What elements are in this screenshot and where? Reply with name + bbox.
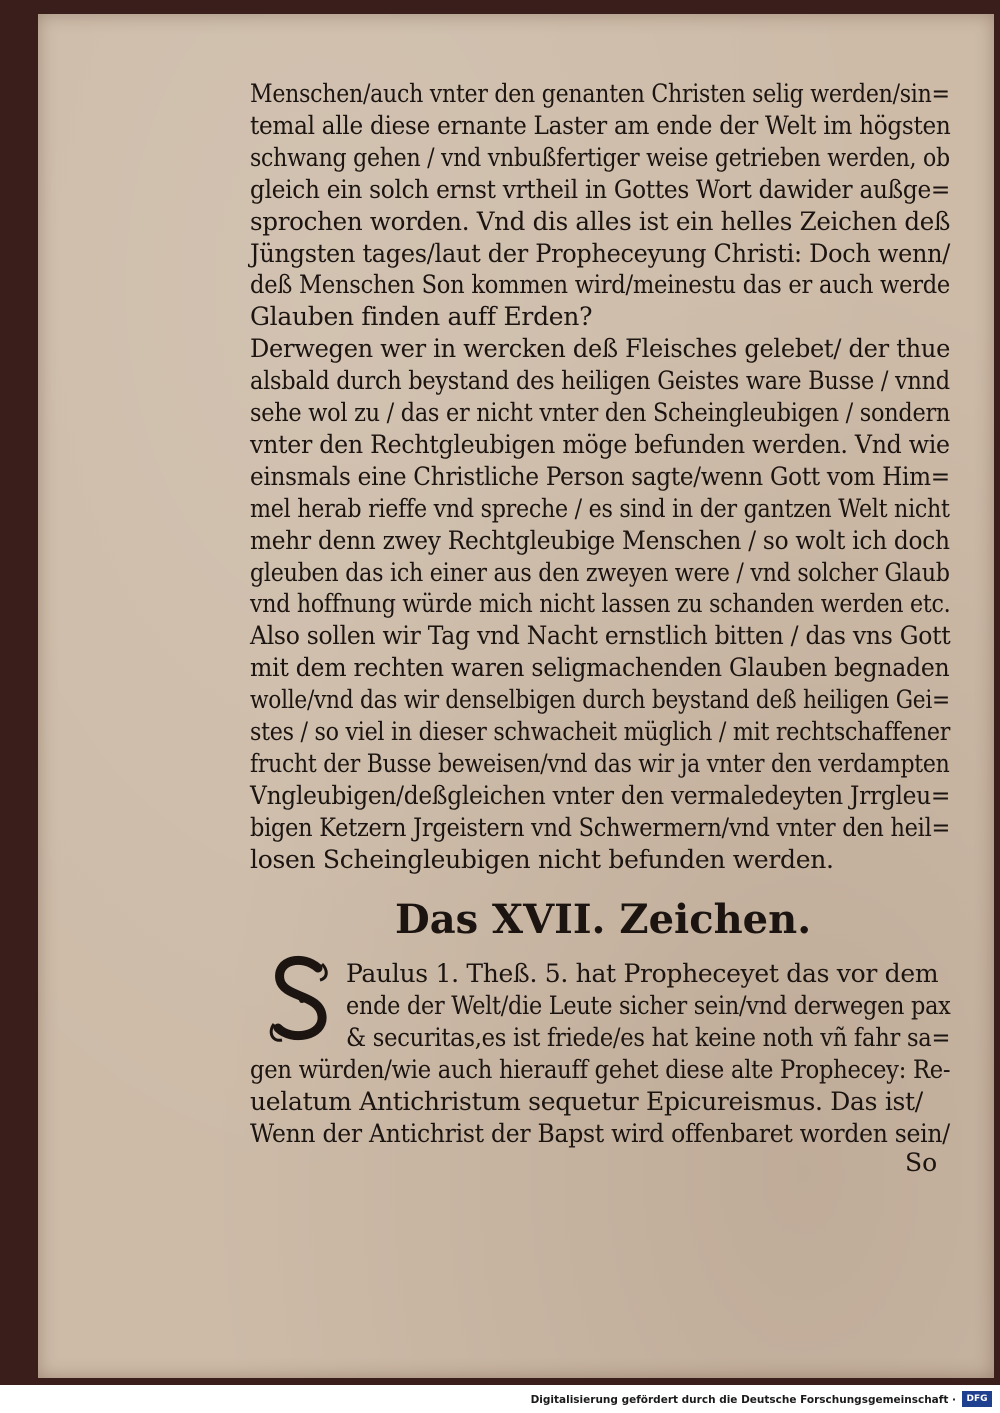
text-line: vnd hoffnung würde mich nicht lassen zu schanden werden etc.: [250, 589, 951, 619]
text-line: Menschen/auch vnter den genanten Christen selig werden/sin=: [250, 79, 950, 108]
text-line: vnter den Rechtgleubigen möge befunden werden. Vnd wie: [250, 429, 950, 459]
book-page: [38, 14, 994, 1378]
text-line: uelatum Antichristum sequetur Epicureismus. Das ist/: [250, 1086, 923, 1116]
text-line: schwang gehen / vnd vnbußfertiger weise getrieben werden, ob: [250, 142, 950, 172]
text-line: Glauben finden auff Erden?: [250, 302, 593, 332]
text-line: einsmals eine Christliche Person sagte/wenn Gott vom Him=: [250, 461, 950, 491]
digitization-footer: [0, 1386, 1000, 1413]
text-line: alsbald durch beystand des heiligen Geistes ware Busse / vnnd: [250, 366, 950, 396]
text-line: mel herab rieffe vnd spreche / es sind in der gantzen Welt nicht: [250, 493, 950, 523]
text-line: gen würden/wie auch hierauff gehet diese alte Prophecey: Re-: [250, 1054, 951, 1084]
text-line: bigen Ketzern Jrgeistern vnd Schwermern/vnd vnter den heil=: [250, 812, 951, 842]
dfg-logo: DFG: [962, 1391, 992, 1407]
text-line: sehe wol zu / das er nicht vnter den Scheingleubigen / sondern: [250, 398, 951, 427]
text-line: Paulus 1. Theß. 5. hat Propheceyet das vor dem: [346, 959, 939, 988]
text-line: & securitas,es ist friede/es hat keine noth vñ fahr sa=: [346, 1022, 951, 1052]
text-line: mit dem rechten waren seligmachenden Glauben begnaden: [250, 653, 950, 683]
text-line: Also sollen wir Tag vnd Nacht ernstlich bitten / das vns Gott: [250, 621, 951, 651]
text-line: losen Scheingleubigen nicht befunden werden.: [250, 844, 834, 874]
text-line: stes / so viel in dieser schwacheit müglich / mit rechtschaffener: [250, 717, 951, 746]
text-line: mehr denn zwey Rechtgleubige Menschen / so wolt ich doch: [250, 525, 950, 555]
decorated-initial-s: [262, 950, 340, 1048]
text-line: ende der Welt/die Leute sicher sein/vnd derwegen pax: [346, 990, 951, 1020]
section-heading: Das XVII. Zeichen.: [395, 896, 812, 943]
text-line: gleuben das ich einer aus den zweyen were / vnd solcher Glaub: [250, 557, 950, 587]
text-line: deß Menschen Son kommen wird/meinestu das er auch werde: [250, 270, 951, 300]
text-line: Derwegen wer in wercken deß Fleisches gelebet/ der thue: [250, 334, 951, 364]
text-line: sprochen worden. Vnd dis alles ist ein helles Zeichen deß: [250, 206, 951, 236]
text-line: frucht der Busse beweisen/vnd das wir ja vnter den verdampten: [250, 748, 950, 778]
funding-credit: Digitalisierung gefördert durch die Deutsche Forschungsgemeinschaft ·: [530, 1394, 956, 1406]
text-line: Wenn der Antichrist der Bapst wird offenbaret worden sein/: [250, 1118, 950, 1148]
text-line: gleich ein solch ernst vrtheil in Gottes Wort dawider außge=: [250, 174, 951, 204]
text-line: Vngleubigen/deßgleichen vnter den vermaledeyten Jrrgleu=: [250, 780, 951, 810]
text-line: temal alle diese ernante Laster am ende der Welt im högsten: [250, 110, 951, 140]
catchword: So: [905, 1148, 938, 1177]
text-line: wolle/vnd das wir denselbigen durch beystand deß heiligen Gei=: [250, 685, 950, 715]
text-line: Jüngsten tages/laut der Propheceyung Christi: Doch wenn/: [250, 238, 951, 268]
